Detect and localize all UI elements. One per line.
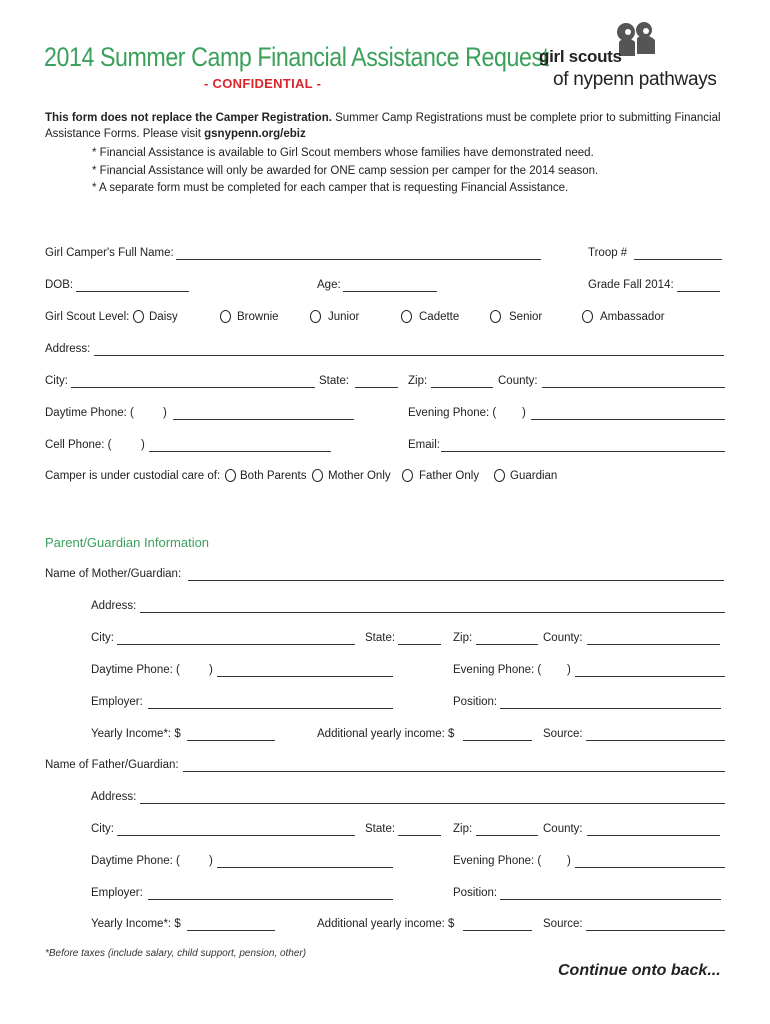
mother-source-field[interactable]	[586, 740, 725, 741]
level-option-label: Brownie	[237, 311, 279, 323]
mother-state-field[interactable]	[398, 644, 441, 645]
intro-bullets	[92, 145, 598, 198]
level-label: Girl Scout Level:	[45, 311, 130, 323]
father-additional-income-label: Additional yearly income: $	[317, 918, 455, 930]
level-radio-cadette[interactable]	[401, 310, 412, 323]
father-daytime-phone-label: Daytime Phone: (	[91, 855, 180, 867]
father-source-field[interactable]	[586, 930, 725, 931]
mother-address-field[interactable]	[140, 612, 725, 613]
level-radio-ambassador[interactable]	[582, 310, 593, 323]
level-radio-daisy[interactable]	[133, 310, 144, 323]
level-radio-senior[interactable]	[490, 310, 501, 323]
grade-label: Grade Fall 2014:	[588, 279, 674, 291]
camper-evening-phone-label: Evening Phone: (	[408, 407, 497, 419]
father-name-label: Name of Father/Guardian:	[45, 759, 179, 771]
father-zip-field[interactable]	[476, 835, 538, 836]
mother-income-label: Yearly Income*: $	[91, 728, 181, 740]
level-option-label: Ambassador	[600, 311, 665, 323]
paren-close: )	[522, 407, 526, 419]
mother-name-field[interactable]	[188, 580, 724, 581]
intro-lead: This form does not replace the Camper Registration.	[45, 112, 332, 124]
camper-daytime-phone-field[interactable]	[173, 419, 354, 420]
father-city-label: City:	[91, 823, 114, 835]
ebiz-link[interactable]: gsnypenn.org/ebiz	[204, 128, 306, 140]
camper-address-field[interactable]	[94, 355, 724, 356]
father-employer-label: Employer:	[91, 887, 143, 899]
mother-name-label: Name of Mother/Guardian:	[45, 568, 182, 580]
mother-position-label: Position:	[453, 696, 498, 708]
father-income-label: Yearly Income*: $	[91, 918, 181, 930]
logo	[537, 20, 737, 95]
paren-close: )	[141, 439, 145, 451]
logo-name: girl scouts	[539, 47, 622, 66]
custody-radio-both-parents[interactable]	[225, 469, 236, 482]
mother-daytime-phone-label: Daytime Phone: (	[91, 664, 180, 676]
father-zip-label: Zip:	[453, 823, 473, 835]
mother-address-label: Address:	[91, 600, 137, 612]
mother-evening-phone-label: Evening Phone: (	[453, 664, 542, 676]
camper-city-field[interactable]	[71, 387, 315, 388]
custody-radio-father-only[interactable]	[402, 469, 413, 482]
camper-county-field[interactable]	[542, 387, 725, 388]
father-additional-income-field[interactable]	[463, 930, 532, 931]
father-evening-phone-label: Evening Phone: (	[453, 855, 542, 867]
age-field[interactable]	[343, 291, 437, 292]
camper-city-label: City:	[45, 375, 68, 387]
camper-address-label: Address:	[45, 343, 91, 355]
mother-zip-label: Zip:	[453, 632, 473, 644]
father-employer-field[interactable]	[148, 899, 393, 900]
level-option-label: Daisy	[149, 311, 178, 323]
intro-text: Summer Camp Registrations must be complete prior to submitting Financial Assistance Forms. Please visit	[45, 112, 721, 140]
father-county-field[interactable]	[587, 835, 720, 836]
logo-subname: of nypenn pathways	[553, 69, 717, 90]
camper-zip-label: Zip:	[408, 375, 428, 387]
form-title: 2014 Summer Camp Financial Assistance Request	[44, 42, 549, 72]
mother-income-field[interactable]	[187, 740, 275, 741]
custody-radio-guardian[interactable]	[494, 469, 505, 482]
mother-employer-field[interactable]	[148, 708, 393, 709]
troop-field[interactable]	[634, 259, 722, 260]
father-city-field[interactable]	[117, 835, 355, 836]
mother-state-label: State:	[365, 632, 396, 644]
income-footnote: *Before taxes (include salary, child support, pension, other)	[45, 948, 307, 959]
father-state-label: State:	[365, 823, 396, 835]
bullet-item: * Financial Assistance will only be awarded for ONE camp session per camper for the 2014 season.	[92, 164, 599, 177]
level-option-label: Senior	[509, 311, 543, 323]
custody-label: Camper is under custodial care of:	[45, 470, 221, 482]
paren-close: )	[209, 664, 213, 676]
father-county-label: County:	[543, 823, 583, 835]
camper-email-field[interactable]	[441, 451, 725, 452]
level-radio-junior[interactable]	[310, 310, 321, 323]
paren-close: )	[163, 407, 167, 419]
level-option-label: Junior	[328, 311, 360, 323]
confidential-label: - CONFIDENTIAL -	[204, 76, 322, 91]
father-income-field[interactable]	[187, 930, 275, 931]
father-state-field[interactable]	[398, 835, 441, 836]
mother-county-field[interactable]	[587, 644, 720, 645]
grade-field[interactable]	[677, 291, 720, 292]
level-radio-brownie[interactable]	[220, 310, 231, 323]
camper-name-field[interactable]	[176, 259, 541, 260]
paren-close: )	[209, 855, 213, 867]
section-title-parent-guardian: Parent/Guardian Information	[45, 535, 210, 550]
camper-cell-phone-field[interactable]	[149, 451, 331, 452]
bullet-item: * A separate form must be completed for each camper that is requesting Financial Assistance.	[92, 182, 569, 194]
mother-zip-field[interactable]	[476, 644, 538, 645]
camper-name-label: Girl Camper's Full Name:	[45, 247, 174, 259]
paren-close: )	[567, 855, 571, 867]
camper-state-field[interactable]	[355, 387, 398, 388]
paren-close: )	[567, 664, 571, 676]
father-position-label: Position:	[453, 887, 498, 899]
dob-label: DOB:	[45, 279, 74, 291]
camper-evening-phone-field[interactable]	[531, 419, 725, 420]
mother-city-label: City:	[91, 632, 114, 644]
custody-option-label: Guardian	[510, 470, 558, 482]
custody-option-label: Father Only	[419, 470, 480, 482]
camper-county-label: County:	[498, 375, 538, 387]
troop-label: Troop #	[588, 247, 628, 259]
custody-radio-mother-only[interactable]	[312, 469, 323, 482]
custody-option-label: Mother Only	[328, 470, 391, 482]
camper-cell-phone-label: Cell Phone: (	[45, 439, 112, 451]
intro-paragraph	[45, 110, 725, 142]
mother-additional-income-field[interactable]	[463, 740, 532, 741]
continue-note: Continue onto back...	[558, 962, 721, 979]
camper-email-label: Email:	[408, 439, 440, 451]
mother-position-field[interactable]	[500, 708, 721, 709]
bullet-item: * Financial Assistance is available to Girl Scout members whose families have demonstrated need.	[92, 147, 594, 159]
camper-zip-field[interactable]	[431, 387, 493, 388]
father-address-label: Address:	[91, 791, 137, 803]
custody-option-label: Both Parents	[240, 470, 307, 482]
mother-city-field[interactable]	[117, 644, 355, 645]
father-position-field[interactable]	[500, 899, 721, 900]
level-option-label: Cadette	[419, 311, 460, 323]
mother-employer-label: Employer:	[91, 696, 143, 708]
father-address-field[interactable]	[140, 803, 725, 804]
father-daytime-phone-field[interactable]	[217, 867, 393, 868]
dob-field[interactable]	[76, 291, 189, 292]
father-evening-phone-field[interactable]	[575, 867, 725, 868]
mother-county-label: County:	[543, 632, 583, 644]
mother-source-label: Source:	[543, 728, 583, 740]
father-source-label: Source:	[543, 918, 583, 930]
mother-daytime-phone-field[interactable]	[217, 676, 393, 677]
camper-daytime-phone-label: Daytime Phone: (	[45, 407, 134, 419]
father-name-field[interactable]	[183, 771, 725, 772]
mother-evening-phone-field[interactable]	[575, 676, 725, 677]
camper-state-label: State:	[319, 375, 350, 387]
age-label: Age:	[317, 279, 341, 291]
mother-additional-income-label: Additional yearly income: $	[317, 728, 455, 740]
